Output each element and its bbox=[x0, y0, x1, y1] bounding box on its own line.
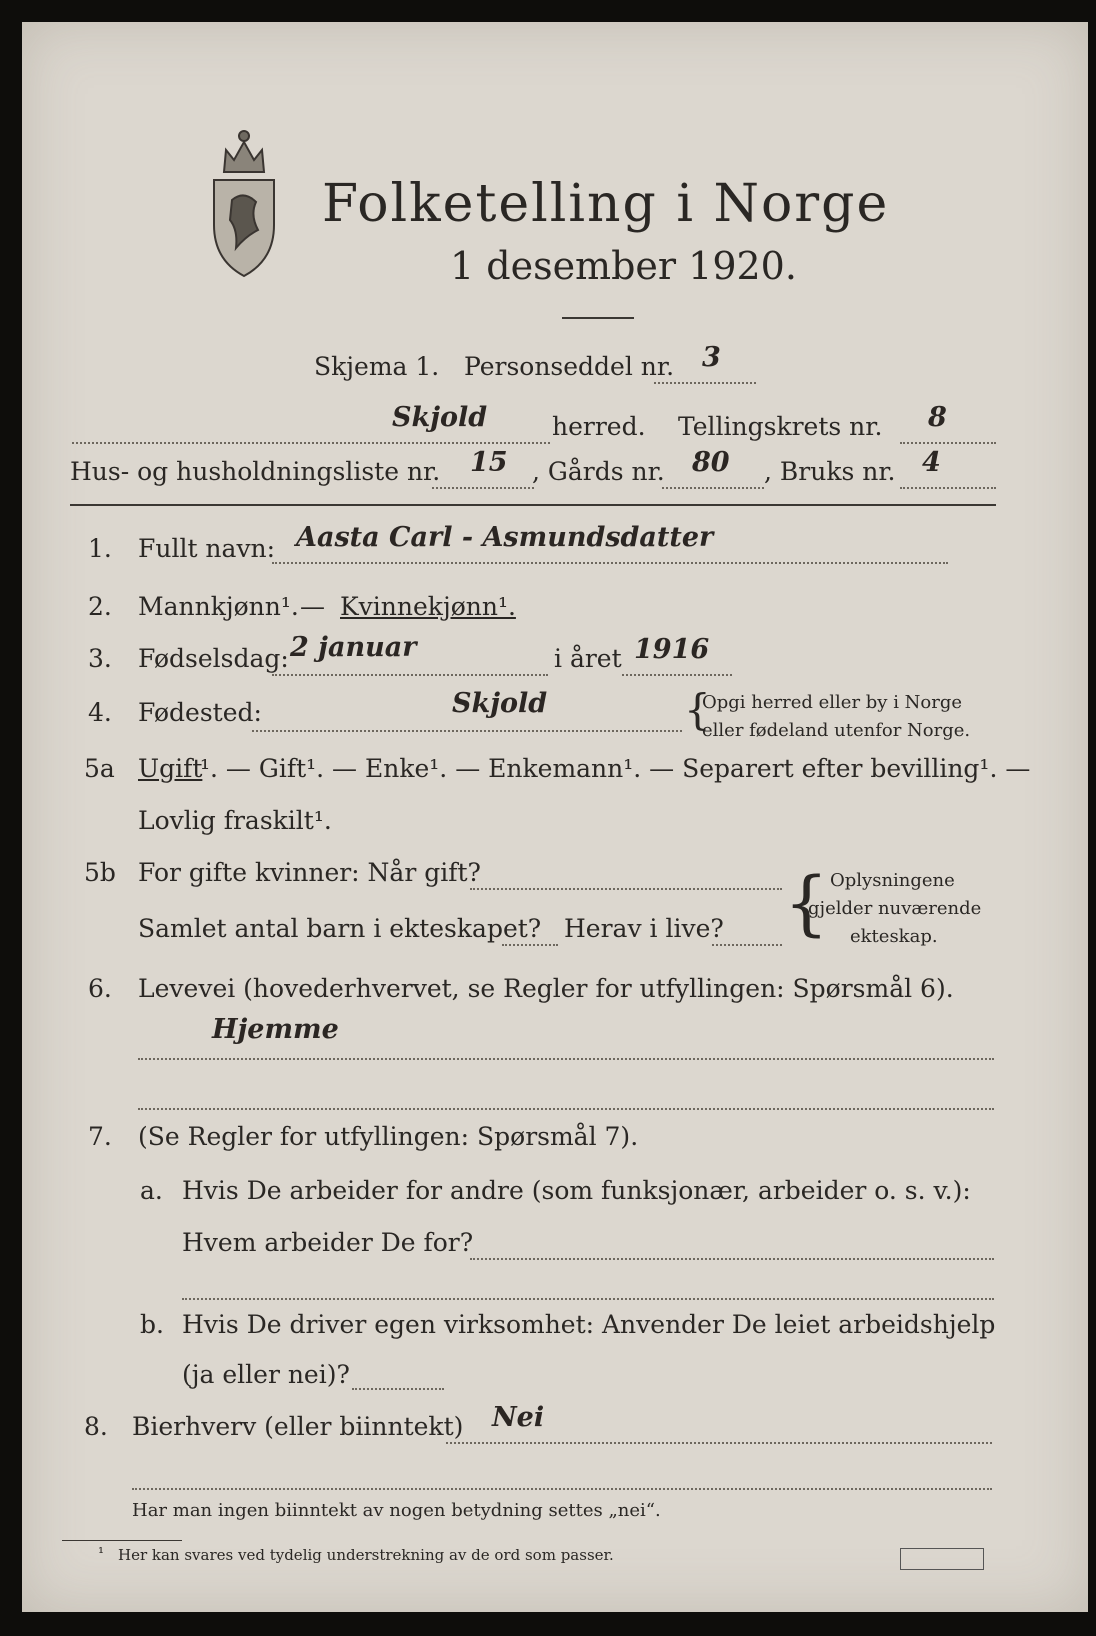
q5a-line-2[interactable]: Lovlig fraskilt¹. bbox=[138, 806, 332, 835]
bruks-line bbox=[900, 487, 996, 489]
q7b-answer-line bbox=[352, 1388, 444, 1390]
q7a-label: Hvis De arbeider for andre (som funksjonær, arbeider o. s. v.): bbox=[182, 1176, 971, 1205]
q3-year-label: i året bbox=[554, 644, 622, 673]
tellingskrets-value[interactable]: 8 bbox=[928, 402, 947, 433]
footnote-text: Her kan svares ved tydelig understrekning av de ord som passer. bbox=[118, 1546, 614, 1564]
herred-line bbox=[72, 442, 550, 444]
q7b-label: Hvis De driver egen virksomhet: Anvender De leiet arbeidshjelp bbox=[182, 1310, 996, 1339]
q8-line bbox=[446, 1442, 992, 1444]
coat-of-arms-icon bbox=[202, 120, 286, 280]
tellingskrets-label: Tellingskrets nr. bbox=[678, 412, 883, 441]
title-divider bbox=[562, 317, 634, 319]
q5a-options[interactable]: ¹. — Gift¹. — Enke¹. — Enkemann¹. — Separert efter bevilling¹. — bbox=[200, 754, 1031, 783]
q5b-when-line bbox=[470, 888, 782, 890]
tellingskrets-line bbox=[900, 442, 996, 444]
q5a-number: 5a bbox=[84, 754, 115, 783]
husliste-line bbox=[432, 487, 534, 489]
q4-number: 4. bbox=[88, 698, 112, 727]
bruks-label: , Bruks nr. bbox=[764, 457, 896, 486]
q7-label: (Se Regler for utfyllingen: Spørsmål 7). bbox=[138, 1122, 639, 1151]
q3-day-line bbox=[272, 674, 548, 676]
q5b-number: 5b bbox=[84, 858, 116, 887]
census-form-sheet bbox=[22, 22, 1088, 1612]
gards-label: , Gårds nr. bbox=[532, 457, 665, 486]
personseddel-label: Personseddel nr. bbox=[464, 352, 675, 381]
q2-female-option[interactable]: Kvinnekjønn¹. bbox=[340, 592, 516, 621]
q8-label: Bierhverv (eller biinntekt) bbox=[132, 1412, 464, 1441]
q4-brace: { bbox=[684, 685, 711, 734]
q7-number: 7. bbox=[88, 1122, 112, 1151]
side-income-note: Har man ingen biinntekt av nogen betydning settes „nei“. bbox=[132, 1500, 661, 1521]
q4-label: Fødested: bbox=[138, 698, 262, 727]
form-title: Folketelling i Norge bbox=[322, 174, 890, 234]
q2-separator: — bbox=[300, 592, 325, 621]
q5a-ugift-option[interactable]: Ugift bbox=[138, 754, 203, 783]
q3-number: 3. bbox=[88, 644, 112, 673]
q1-line bbox=[272, 562, 948, 564]
printer-stamp-icon bbox=[900, 1548, 984, 1570]
q5b-alive-label: Herav i live? bbox=[564, 914, 724, 943]
footnote-rule bbox=[62, 1540, 182, 1541]
q5b-children-label: Samlet antal barn i ekteskapet? bbox=[138, 914, 542, 943]
q5b-note-2: gjelder nuværende bbox=[808, 898, 982, 919]
bruks-value[interactable]: 4 bbox=[922, 447, 941, 478]
q2-male-option[interactable]: Mannkjønn¹. bbox=[138, 592, 299, 621]
q7b-line-2: (ja eller nei)? bbox=[182, 1360, 350, 1389]
q6-number: 6. bbox=[88, 974, 112, 1003]
q7a-who-line bbox=[470, 1258, 994, 1260]
gards-line bbox=[662, 487, 764, 489]
q3-year-line bbox=[622, 674, 732, 676]
q6-label: Levevei (hovederhvervet, se Regler for utfyllingen: Spørsmål 6). bbox=[138, 974, 954, 1003]
q8-line-2 bbox=[132, 1488, 992, 1490]
q7b-letter: b. bbox=[140, 1310, 164, 1339]
q8-side-income-value[interactable]: Nei bbox=[492, 1402, 545, 1433]
q1-number: 1. bbox=[88, 534, 112, 563]
q2-number: 2. bbox=[88, 592, 112, 621]
husliste-label: Hus- og husholdningsliste nr. bbox=[70, 457, 441, 486]
personseddel-line bbox=[654, 382, 756, 384]
q5b-alive-line bbox=[712, 944, 782, 946]
footnote-mark: ¹ bbox=[98, 1544, 105, 1562]
schema-label: Skjema 1. bbox=[314, 352, 440, 381]
q5b-brace: { bbox=[784, 862, 829, 944]
q5b-label: For gifte kvinner: Når gift? bbox=[138, 858, 481, 887]
q3-year-value[interactable]: 1916 bbox=[634, 634, 710, 665]
q3-birthday-value[interactable]: 2 januar bbox=[290, 632, 417, 663]
q3-label: Fødselsdag: bbox=[138, 644, 289, 673]
q1-full-name[interactable]: Aasta Carl - Asmundsdatter bbox=[296, 522, 714, 553]
q5b-note-1: Oplysningene bbox=[830, 870, 955, 891]
q4-note-line-1: Opgi herred eller by i Norge bbox=[702, 692, 963, 713]
gards-value[interactable]: 80 bbox=[692, 447, 730, 478]
header-rule bbox=[70, 504, 996, 506]
q5b-note-3: ekteskap. bbox=[850, 926, 938, 947]
herred-label: herred. bbox=[552, 412, 646, 441]
q4-birthplace-value[interactable]: Skjold bbox=[452, 688, 548, 719]
q7a-line-2 bbox=[182, 1298, 994, 1300]
q4-note-line-2: eller fødeland utenfor Norge. bbox=[702, 720, 971, 741]
q7a-letter: a. bbox=[140, 1176, 163, 1205]
q4-line bbox=[252, 730, 682, 732]
herred-value[interactable]: Skjold bbox=[392, 402, 488, 433]
q6-occupation-value[interactable]: Hjemme bbox=[212, 1014, 339, 1045]
q6-line-1 bbox=[138, 1058, 994, 1060]
q5b-children-line bbox=[502, 944, 558, 946]
census-date: 1 desember 1920. bbox=[450, 244, 797, 288]
husliste-value[interactable]: 15 bbox=[470, 447, 508, 478]
q8-number: 8. bbox=[84, 1412, 108, 1441]
q6-line-2 bbox=[138, 1108, 994, 1110]
q7a-who-label: Hvem arbeider De for? bbox=[182, 1228, 474, 1257]
q1-label: Fullt navn: bbox=[138, 534, 276, 563]
personseddel-value[interactable]: 3 bbox=[702, 342, 721, 373]
